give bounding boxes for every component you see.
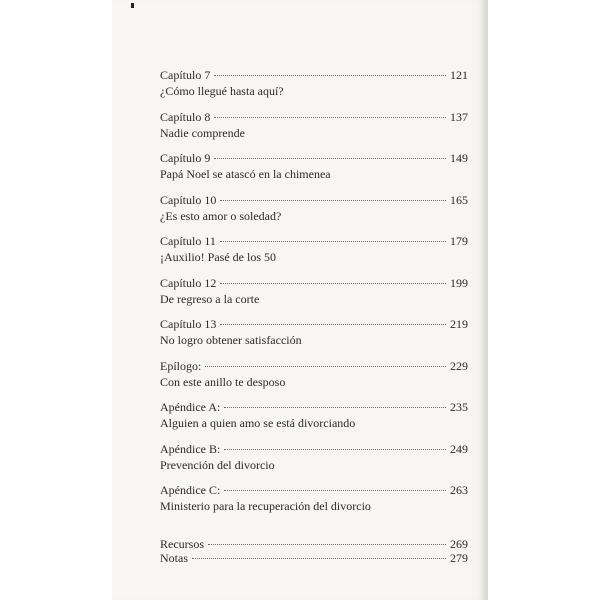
toc-label: Capítulo 11 bbox=[160, 234, 216, 248]
toc-entry-resources bbox=[160, 537, 468, 551]
toc-entry-notes bbox=[160, 551, 468, 565]
dot-leader bbox=[205, 366, 446, 367]
toc-subtitle: Papá Noel se atascó en la chimenea bbox=[160, 167, 331, 181]
dot-leader bbox=[214, 75, 446, 76]
toc-subtitle: Con este anillo te desposo bbox=[160, 374, 286, 389]
dot-leader bbox=[214, 158, 446, 159]
dot-leader bbox=[220, 241, 446, 242]
toc-label: Apéndice B: bbox=[160, 441, 221, 456]
toc-page-number: 149 bbox=[450, 151, 468, 165]
toc-subtitle: ¡Auxilio! Pasé de los 50 bbox=[160, 250, 276, 264]
dot-leader bbox=[220, 200, 446, 201]
toc-entry-chapter-7 bbox=[160, 68, 468, 110]
toc-label: Capítulo 8 bbox=[160, 109, 211, 124]
toc-entry-appendix-c bbox=[160, 483, 468, 525]
toc-label: Capítulo 7 bbox=[160, 68, 211, 82]
toc-entry-epilogue bbox=[160, 359, 468, 401]
toc-label: Apéndice A: bbox=[160, 400, 221, 414]
toc-page-number: 165 bbox=[450, 192, 468, 207]
toc-label: Epílogo: bbox=[160, 358, 202, 373]
toc-entry-chapter-12 bbox=[160, 276, 468, 318]
toc-page-number: 199 bbox=[450, 275, 468, 290]
toc-subtitle: Ministerio para la recuperación del divorcio bbox=[160, 499, 371, 513]
toc-subtitle: No logro obtener satisfacción bbox=[160, 333, 302, 347]
spacer bbox=[160, 525, 468, 537]
toc-label: Capítulo 12 bbox=[160, 275, 217, 290]
toc-subtitle: Nadie comprende bbox=[160, 125, 245, 140]
toc-entry-appendix-b bbox=[160, 442, 468, 484]
toc-subtitle: ¿Es esto amor o soledad? bbox=[160, 208, 282, 223]
dot-leader bbox=[224, 490, 446, 491]
dot-leader bbox=[224, 449, 446, 450]
toc-entry-chapter-11 bbox=[160, 234, 468, 276]
toc-label: Recursos bbox=[160, 536, 204, 551]
toc-page-number: 137 bbox=[450, 109, 468, 124]
toc-subtitle: Prevención del divorcio bbox=[160, 457, 275, 472]
toc-label: Capítulo 9 bbox=[160, 151, 211, 165]
table-of-contents bbox=[160, 68, 468, 565]
toc-entry-chapter-8 bbox=[160, 110, 468, 152]
toc-entry-chapter-10 bbox=[160, 193, 468, 235]
toc-entry-chapter-13 bbox=[160, 317, 468, 359]
dot-leader bbox=[214, 117, 446, 118]
dot-leader bbox=[224, 407, 446, 408]
page-mark bbox=[131, 3, 134, 8]
toc-page-number: 235 bbox=[450, 400, 468, 414]
dot-leader bbox=[220, 283, 446, 284]
toc-page-number: 279 bbox=[450, 550, 468, 565]
toc-page-number: 269 bbox=[450, 536, 468, 551]
dot-leader bbox=[192, 558, 446, 559]
toc-subtitle: Alguien a quien amo se está divorciando bbox=[160, 416, 356, 430]
toc-entry-appendix-a bbox=[160, 400, 468, 442]
toc-page-number: 121 bbox=[450, 68, 468, 82]
toc-entry-chapter-9 bbox=[160, 151, 468, 193]
toc-page-number: 229 bbox=[450, 358, 468, 373]
toc-page-number: 179 bbox=[450, 234, 468, 248]
toc-page-number: 263 bbox=[450, 483, 468, 497]
toc-subtitle: De regreso a la corte bbox=[160, 291, 260, 306]
toc-label: Capítulo 10 bbox=[160, 192, 217, 207]
toc-label: Notas bbox=[160, 550, 188, 565]
dot-leader bbox=[220, 324, 446, 325]
toc-page-number: 249 bbox=[450, 441, 468, 456]
dot-leader bbox=[208, 544, 446, 545]
toc-label: Apéndice C: bbox=[160, 483, 221, 497]
toc-label: Capítulo 13 bbox=[160, 317, 217, 331]
toc-page-number: 219 bbox=[450, 317, 468, 331]
toc-subtitle: ¿Cómo llegué hasta aquí? bbox=[160, 84, 284, 98]
